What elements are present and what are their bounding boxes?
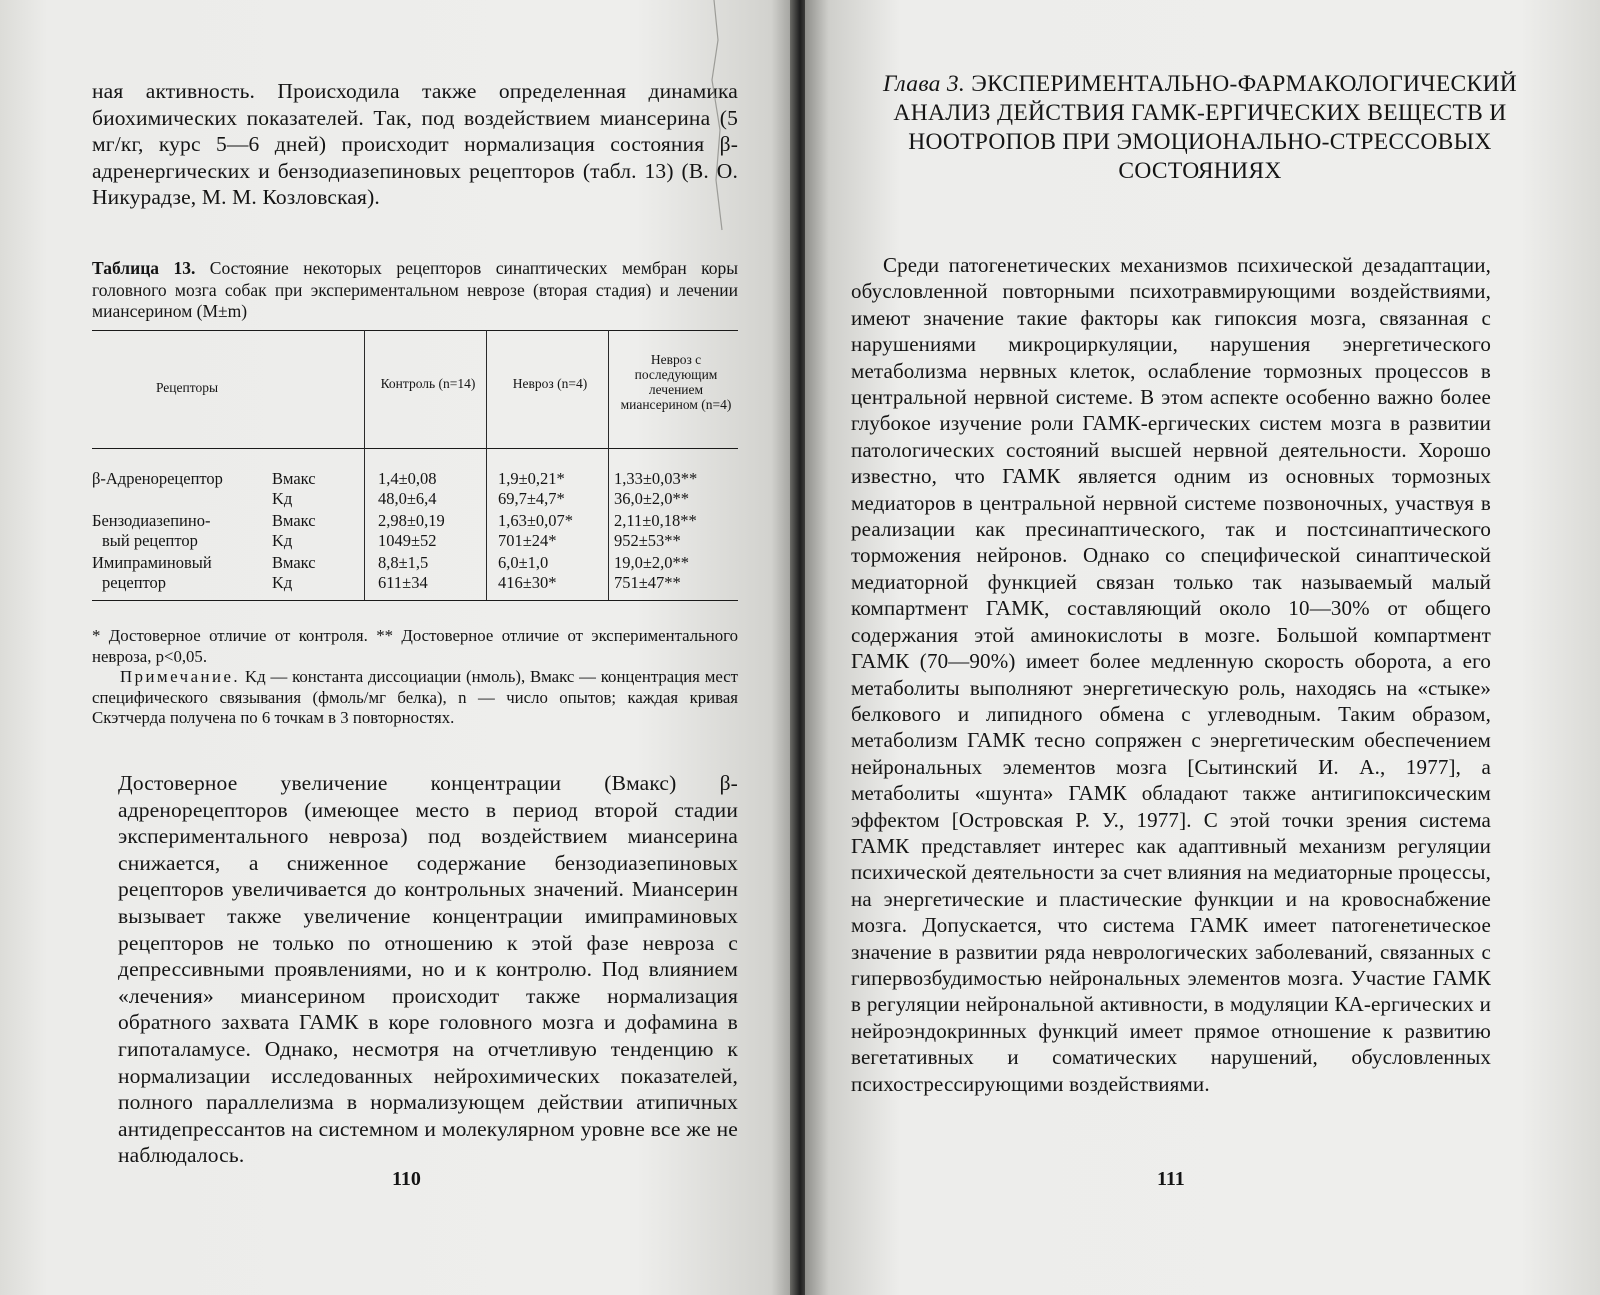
row-3-name: Бензодиазепино- <box>92 511 211 530</box>
header-treated: Невроз с последующим лечением миансерином (n=4) <box>620 352 732 412</box>
row-5-name: Имипраминовый <box>92 553 212 572</box>
note-label: Примечание. <box>120 667 241 686</box>
table-bottom-rule <box>92 600 738 601</box>
chapter-heading <box>880 70 1520 186</box>
row-3-param: Bмакс <box>272 511 316 530</box>
table-caption <box>92 258 738 323</box>
table-header-rule <box>92 448 738 449</box>
paragraph-top: ная активность. Происходила также определенная динамика биохимических показателей. Так, под воздействием миансерина (5 мг/кг, курс 5—6 дней) происходит нормализация состояния β-адренергических и бензодиазепиновых рецепторов (табл. 13) (В. О. Никурадзе, М. М. Козловская). <box>92 79 738 210</box>
chapter-label: Глава 3. <box>883 71 966 97</box>
row-3-neurosis: 1,63±0,07* <box>498 511 574 530</box>
header-control: Контроль (n=14) <box>380 376 476 391</box>
row-5-control: 8,8±1,5 <box>378 553 429 572</box>
chapter-body: Среди патогенетических механизмов психической дезадаптации, обусловленной повторными психотравмирующими воздействиями, имеют значение такие факторы как гипоксия мозга, связанная с нарушениями микроциркуляции, нарушения энергетического метаболизма нервных клеток, ослабление тормозных процессов в центральной нервной системе. В этом аспекте особенно важно более глубокое изучение роли ГАМК-ергических систем мозга в развитии патологических состояний высшей нервной деятельности. Хорошо известно, что ГАМК является одним из основных тормозных медиаторов в центральной нервной системе позвоночных, участвуя в реализации как пресинаптического, так и постсинаптического торможения нейронов. Однако со специфической синаптической медиаторной функцией связан только так называемый малый компартмент ГАМК, составляющий около 10—30% от общего содержания этой аминокислоты в мозге. Большой компартмент ГАМК (70—90%) имеет более медленную скорость оборота, а его метаболиты выполняют энергетическую роль, находясь на «стыке» белкового и липидного обмена с углеводным. Таким образом, метаболизм ГАМК тесно сопряжен с энергетическим обеспечением нейрональных элементов мозга [Сытинский И. А., 1977], а метаболиты «шунта» ГАМК обладают также антигипоксическим эффектом [Островская Р. У., 1977]. С этой точки зрения система ГАМК представляет интерес как адаптивный механизм регуляции психической деятельности за счет влияния на медиаторные процессы, на энергетические и пластические функции и на кровоснабжение мозга. Допускается, что система ГАМК имеет патогенетическое значение в развитии ряда неврологических заболеваний, связанных с гипервозбудимостью нейрональных элементов мозга. Участие ГАМК в регуляции нейрональной активности, в модуляции КА-ергических и нейроэндокринных функций имеет прямое отношение к развитию вегетативных и соматических нарушений, обусловленных психострессирующими воздействиями. <box>851 253 1491 1096</box>
row-5-treated: 19,0±2,0** <box>614 553 690 572</box>
right-page <box>805 0 1600 1295</box>
row-4-treated: 952±53** <box>614 531 681 550</box>
table-top-rule <box>92 330 738 331</box>
note-text: Kд — константа диссоциации (нмоль), Bмакс — концентрация мест специфического связывания (фмоль/мг белка), n — число опытов; каждая кривая Скэтчерда получена по 6 точкам в 3 повторностях. <box>92 667 738 727</box>
page-tear-mark <box>700 0 740 1295</box>
page-number-left: 110 <box>392 1168 421 1190</box>
left-page <box>0 0 795 1295</box>
row-1-name: β-Адренорецептор <box>92 469 223 488</box>
table-caption-text: Состояние некоторых рецепторов синаптических мембран коры головного мозга собак при экспериментальном неврозе (вторая стадия) и лечении миансерином (M±m) <box>92 258 738 321</box>
header-receptors: Рецепторы <box>155 380 219 395</box>
row-3-control: 2,98±0,19 <box>378 511 445 530</box>
header-neurosis: Невроз (n=4) <box>512 376 588 391</box>
table-vline-2 <box>486 330 487 600</box>
row-4-control: 1049±52 <box>378 531 437 550</box>
row-5-neurosis: 6,0±1,0 <box>498 553 549 572</box>
row-2-control: 48,0±6,4 <box>378 489 437 508</box>
chapter-title: ЭКСПЕРИМЕНТАЛЬНО-ФАРМАКОЛОГИЧЕСКИЙ АНАЛИЗ ДЕЙСТВИЯ ГАМК-ЕРГИЧЕСКИХ ВЕЩЕСТВ И НООТРОПОВ ПРИ ЭМОЦИОНАЛЬНО-СТРЕССОВЫХ СОСТОЯНИЯХ <box>893 71 1517 184</box>
row-6-control: 611±34 <box>378 573 428 592</box>
row-3-treated: 2,11±0,18** <box>614 511 697 530</box>
table-note <box>92 667 738 729</box>
table-footnote: * Достоверное отличие от контроля. ** Достоверное отличие от экспериментального невроза, p<0,05. <box>92 626 738 666</box>
row-6-neurosis: 416±30* <box>498 573 557 592</box>
row-4-name: вый рецептор <box>102 531 198 550</box>
row-1-control: 1,4±0,08 <box>378 469 437 488</box>
paragraph-main: Достоверное увеличение концентрации (Bмакс) β-адренорецепторов (имеющее место в период второй стадии экспериментального невроза) под воздействием миансерина снижается, а сниженное содержание бензодиазепиновых рецепторов увеличивается до контрольных значений. Миансерин вызывает также увеличение концентрации имипраминовых рецепторов не только по отношению к этой фазе невроза с депрессивными проявлениями, но и к контролю. Под влиянием «лечения» миансерином происходит также нормализация обратного захвата ГАМК в коре головного мозга и дофамина в гипоталамусе. Однако, несмотря на отчетливую тенденцию к нормализации исследованных нейрохимических показателей, полного параллелизма в нормализующем действии атипичных антидепрессантов на системном и молекулярном уровне все же не наблюдалось. <box>118 771 738 1168</box>
page-number-right: 111 <box>1157 1168 1185 1190</box>
row-4-param: Kд <box>272 531 293 550</box>
row-6-treated: 751±47** <box>614 573 681 592</box>
table-vline-1 <box>364 330 365 600</box>
row-5-param: Bмакс <box>272 553 316 572</box>
row-2-neurosis: 69,7±4,7* <box>498 489 565 508</box>
table-vline-3 <box>608 330 609 600</box>
row-6-param: Kд <box>272 573 293 592</box>
row-4-neurosis: 701±24* <box>498 531 557 550</box>
row-1-param: Bмакс <box>272 469 316 488</box>
receptor-table <box>92 330 738 618</box>
row-1-neurosis: 1,9±0,21* <box>498 469 565 488</box>
row-2-param: Kд <box>272 489 293 508</box>
row-6-name: рецептор <box>102 573 167 592</box>
row-1-treated: 1,33±0,03** <box>614 469 698 488</box>
table-label: Таблица 13. <box>92 258 196 278</box>
row-2-treated: 36,0±2,0** <box>614 489 690 508</box>
